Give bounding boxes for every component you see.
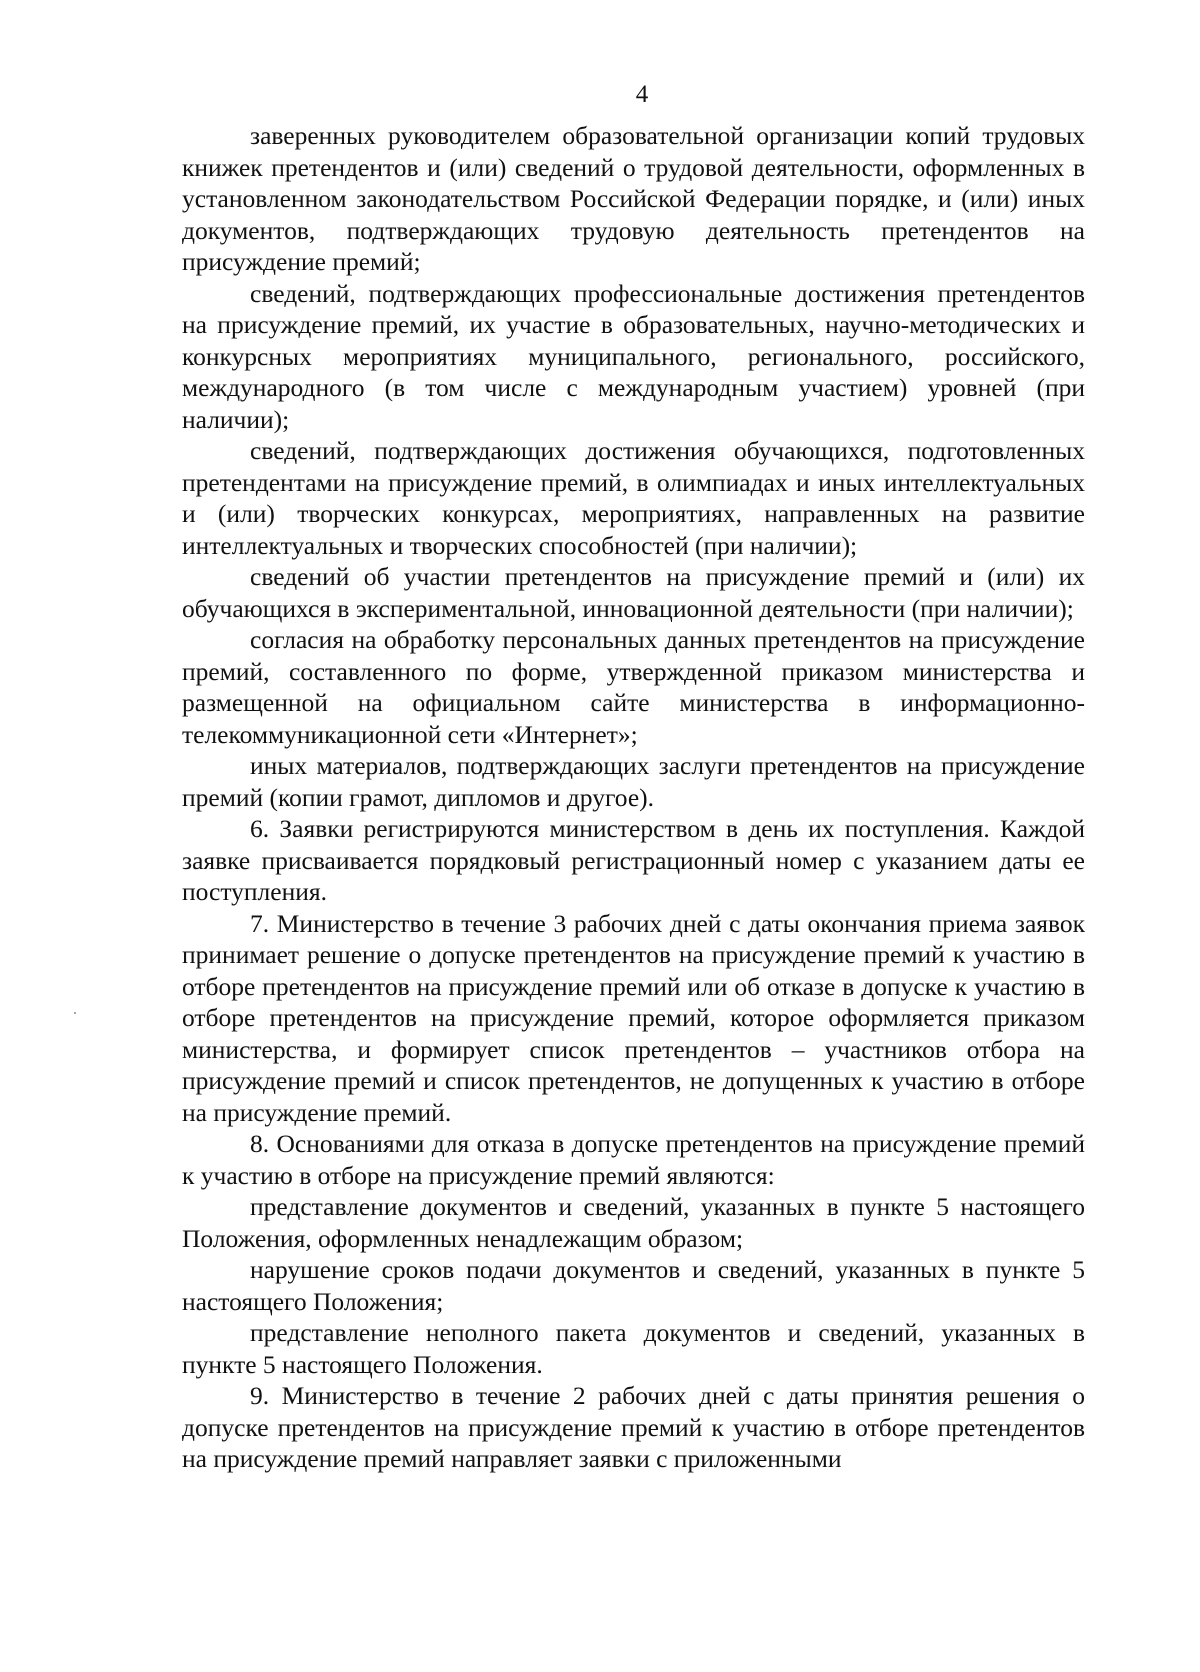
document-body	[182, 120, 1085, 1475]
paragraph: сведений, подтверждающих профессиональные достижения претендентов на присуждение премий, их участие в образовательных, научно-методических и конкурсных мероприятиях муниципального, регионального, российского, международного (в том числе с международным участием) уровней (при наличии);	[182, 278, 1085, 434]
paragraph: нарушение сроков подачи документов и сведений, указанных в пункте 5 настоящего Положения;	[182, 1255, 1085, 1316]
paragraph: заверенных руководителем образовательной организации копий трудовых книжек претендентов и (или) сведений о трудовой деятельности, оформленных в установленном законодательством Российской Федерации порядке, и (или) иных документов, подтверждающих трудовую деятельность претендентов на присуждение премий;	[182, 121, 1085, 276]
paragraph: 9. Министерство в течение 2 рабочих дней с даты принятия решения о допуске претендентов на присуждение премий к участию в отборе претендентов на присуждение премий направляет заявки с приложенными	[182, 1381, 1085, 1473]
paragraph: 8. Основаниями для отказа в допуске претендентов на присуждение премий к участию в отборе на присуждение премий являются:	[182, 1129, 1085, 1190]
paragraph: сведений об участии претендентов на присуждение премий и (или) их обучающихся в экспериментальной, инновационной деятельности (при наличии);	[182, 562, 1085, 623]
paragraph: представление неполного пакета документов и сведений, указанных в пункте 5 настоящего Положения.	[182, 1318, 1085, 1379]
paragraph: 6. Заявки регистрируются министерством в день их поступления. Каждой заявке присваивается порядковый регистрационный номер с указанием даты ее поступления.	[182, 814, 1085, 906]
scan-speck	[74, 1012, 76, 1014]
paragraph: 7. Министерство в течение 3 рабочих дней с даты окончания приема заявок принимает решение о допуске претендентов на присуждение премий к участию в отборе претендентов на присуждение премий или об отказе в допуске к участию в отборе претендентов на присуждение премий, которое оформляется приказом министерства, и формирует список претендентов – участников отбора на присуждение премий и список претендентов, не допущенных к участию в отборе на присуждение премий.	[182, 908, 1085, 1127]
paragraph: согласия на обработку персональных данных претендентов на присуждение премий, составленного по форме, утвержденной приказом министерства и размещенной на официальном сайте министерства в информационно-телекоммуникационной сети «Интернет»;	[182, 625, 1085, 749]
paragraph: представление документов и сведений, указанных в пункте 5 настоящего Положения, оформленных ненадлежащим образом;	[182, 1192, 1085, 1253]
paragraph: иных материалов, подтверждающих заслуги претендентов на присуждение премий (копии грамот, дипломов и другое).	[182, 751, 1085, 812]
page-number: 4	[635, 81, 649, 108]
paragraph: сведений, подтверждающих достижения обучающихся, подготовленных претендентами на присуждение премий, в олимпиадах и иных интеллектуальных и (или) творческих конкурсах, мероприятиях, направленных на развитие интеллектуальных и творческих способностей (при наличии);	[182, 436, 1085, 560]
